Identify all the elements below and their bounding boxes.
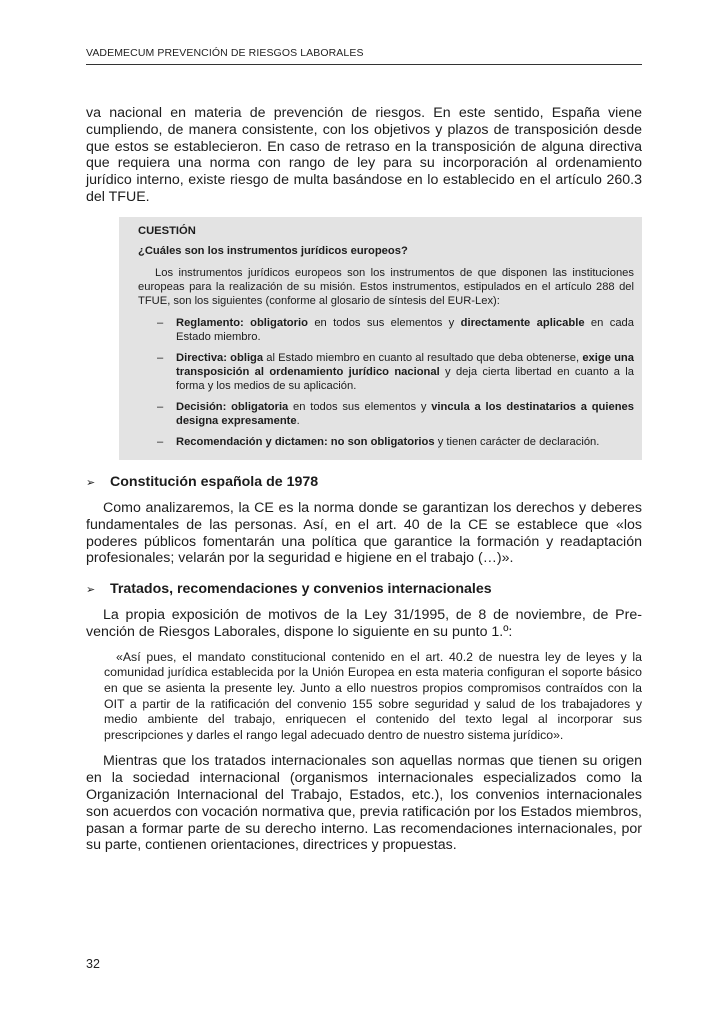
instrument-item-decision <box>157 400 634 429</box>
item-bold-term: Reglamento: obligatorio <box>176 316 308 329</box>
item-text: y tienen carácter de declaración. <box>434 435 600 448</box>
running-header: VADEMECUM PREVENCIÓN DE RIESGOS LABORALES <box>86 47 642 65</box>
item-bold-term: exige una transposición al ordenamiento jurídico nacional <box>176 351 634 379</box>
item-bold-term: Recomendación y dictamen: no son obligatorios <box>176 435 435 448</box>
item-bold-term: Directiva: obliga <box>176 351 264 364</box>
item-text: en todos sus elementos y <box>307 316 461 329</box>
arrow-bullet-icon: ➢ <box>86 583 96 596</box>
instrument-item-reglamento <box>157 316 634 345</box>
law-quote: «Así pues, el mandato constitucional contenido en el art. 40.2 de nuestra ley de leyes y la comunidad jurídica establecida por la Unión Europea en esta materia configuran el soporte básico en que se asienta la presente ley. Junto a ello nuestros propios compromisos contraídos con la OIT a partir de la ratificación del convenio 155 sobre seguridad y salud de los trabajadores y medio ambiente del trabajo, enriquecen el contenido del texto legal al incorporar sus prescripciones y darles el rango legal adecuado dentro de nuestro sistema jurídico». <box>104 649 642 742</box>
instrument-item-directiva <box>157 351 634 394</box>
list-dash: – <box>157 400 164 413</box>
arrow-bullet-icon: ➢ <box>86 476 96 489</box>
page-content <box>86 105 642 854</box>
section-heading-constitucion <box>86 474 642 490</box>
section-heading-tratados <box>86 581 642 597</box>
tratados-closing-paragraph: Mientras que los tratados internacionales son aquellas normas que tienen su origen en la sociedad internacional (organismos internacionales especializados como la Organización Internacional del Trabajo, Estados, etc.), los convenios internacionales son acuerdos con vocación normativa que, previa ratificación por los Estados miembros, pasan a formar parte de su derecho interno. Las recomendaciones internacionales, por su parte, contienen orientaciones, directrices y propuestas. <box>86 753 642 854</box>
item-bold-term: directamente aplicable <box>460 316 585 329</box>
item-text: en todos sus elementos y <box>288 400 432 413</box>
instrument-list <box>138 316 634 449</box>
list-dash: – <box>157 435 164 448</box>
list-dash: – <box>157 316 164 329</box>
question-box-title: CUESTIÓN <box>138 224 196 237</box>
section-heading-text: Constitución española de 1978 <box>110 474 319 491</box>
list-dash: – <box>157 351 164 364</box>
item-bold-term: vincula a los destinatarios a quienes designa expresamente <box>176 400 634 428</box>
instrument-item-recomendacion <box>157 435 634 449</box>
question-box-intro: Los instrumentos jurídicos europeos son los instrumentos de que disponen las instituciones europeas para la realización de su misión. Estos instrumentos, estipulados en el artículo 288 del TFUE, son los siguientes (conforme al glosario de síntesis del EUR-Lex): <box>138 266 634 308</box>
intro-paragraph: va nacional en materia de prevención de riesgos. En este sentido, España viene cumpliendo, de manera consistente, con los objetivos y plazos de transposición desde que estos se establecieron. En caso de retraso en la transposición de alguna directiva que requiera una norma con rango de ley para su incorporación al ordenamiento jurídico interno, existe riesgo de multa basándose en lo establecido en el artículo 260.3 del TFUE. <box>86 105 642 205</box>
item-text: . <box>296 415 300 428</box>
section-heading-text: Tratados, recomendaciones y convenios internacionales <box>110 581 492 598</box>
item-text: en cada Estado miembro. <box>176 316 635 344</box>
item-text: al Estado miembro en cuanto al resultado que deba obtenerse, <box>263 351 583 364</box>
page-number: 32 <box>86 957 100 971</box>
item-bold-term: Decisión: obligatoria <box>176 400 289 413</box>
question-box <box>119 217 642 460</box>
tratados-paragraph: La propia exposición de motivos de la Ley 31/1995, de 8 de noviembre, de Prevención de Riesgos Laborales, dispone lo siguiente en su punto 1.º: <box>86 607 642 641</box>
constitucion-paragraph: Como analizaremos, la CE es la norma donde se garantizan los derechos y deberes fundamentales de las personas. Así, en el art. 40 de la CE se establece que «los poderes públicos fomentarán una política que garantice la formación y readaptación profesionales; velarán por la seguridad e higiene en el trabajo (…)». <box>86 500 642 567</box>
question-box-question: ¿Cuáles son los instrumentos jurídicos europeos? <box>138 245 408 258</box>
item-text: y deja cierta libertad en cuanto a la forma y los medios de su aplicación. <box>176 366 635 393</box>
